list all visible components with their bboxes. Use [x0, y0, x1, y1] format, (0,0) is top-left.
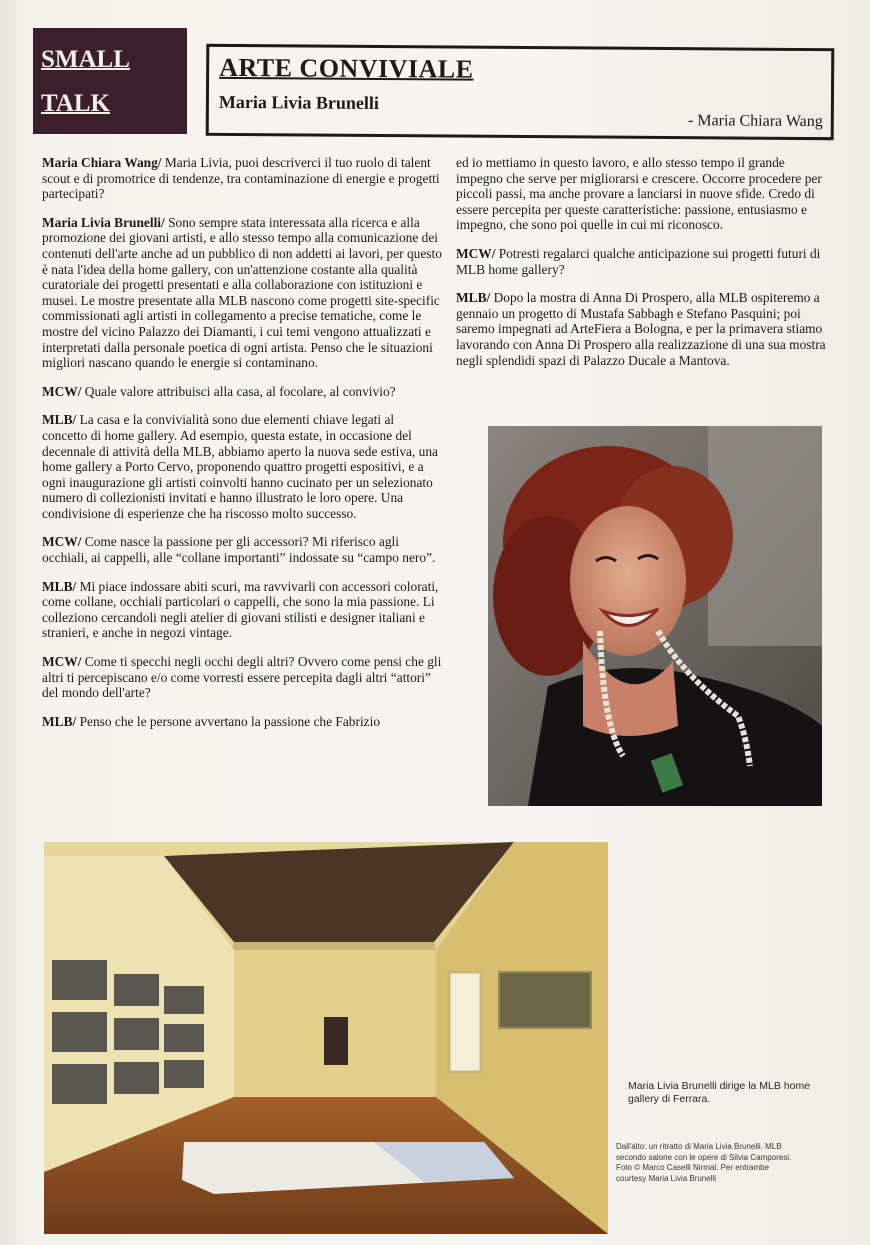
article-subject: Maria Livia Brunelli — [218, 91, 379, 114]
gallery-room-photo — [44, 842, 608, 1234]
interview-paragraph — [456, 290, 828, 368]
speaker-label: Maria Chiara Wang/ — [42, 155, 162, 170]
speaker-label: MCW/ — [42, 654, 82, 670]
interview-paragraph — [42, 215, 442, 371]
paragraph-text: Sono sempre stata interessata alla ricerca e alla promozione dei giovani artisti, e allo stesso tempo alla comunicazione dei contenuti dell'arte anche ad un pubblico di non addetti ai lavori, per questo è nata l'idea della home gallery, con un'attenzione costante alla qualità curatoriale dei progetti presentati e alla collaborazione con istituzioni e musei. Le mostre presentate alla MLB nascono come progetti site-specific commissionati agli artisti in collegamento a precise tematiche, come le mostre del vicino Palazzo dei Diamanti, i cui temi vengono attualizzati e interpretati dalla personale poetica di ogni artista. Penso che le situazioni migliori nascano quando le energie si contaminano. — [42, 214, 442, 371]
paragraph-text: Penso che le persone avvertano la passione che Fabrizio — [76, 713, 381, 729]
kicker-line-2: TALK — [41, 90, 110, 117]
speaker-label: MLB/ — [42, 713, 77, 729]
speaker-label: MLB/ — [42, 412, 77, 428]
paragraph-text: Quale valore attribuisci alla casa, al focolare, al convivio? — [81, 383, 396, 399]
speaker-label: MCW/ — [456, 245, 496, 261]
speaker-label: MCW/ — [42, 534, 82, 550]
interview-paragraph — [42, 654, 442, 701]
interview-paragraph — [456, 246, 828, 277]
interview-paragraph — [42, 384, 442, 400]
paragraph-text: Come ti specchi negli occhi degli altri? Ovvero come pensi che gli altri ti percepiscano e/o come vorresti essere percepita dagli altri “attori” del mondo dell'arte? — [42, 654, 442, 701]
interview-paragraph — [42, 714, 442, 730]
interview-paragraph — [42, 412, 442, 521]
speaker-label: Maria Livia Brunelli/ — [42, 214, 165, 230]
paragraph-text: La casa e la convivialità sono due elementi chiave legati al concetto di home gallery. Ad esempio, questa estate, in occasione del decennale di attività della MLB, abbiamo aperto la nuova sede estiva, una home gallery a Porto Cervo, proponendo quattro progetti espositivi, e a ogni inaugurazione gli artisti coinvolti hanno cucinato per un selezionato numero di collezionisti invitati e hanno illustrato le loro opere. Una condivisione di esperienze che ha riscosso molto successo. — [42, 412, 438, 521]
paragraph-text: Mi piace indossare abiti scuri, ma ravvivarli con accessori colorati, come collane, occhiali particolari o cappelli, che sono la mia passione. Li colleziono cercandoli negli atelier di giovani stilisti e designer italiani e stranieri, e anche in negozi vintage. — [42, 578, 439, 641]
paragraph-text: Come nasce la passione per gli accessori? Mi riferisco agli occhiali, ai cappelli, alle “collane importanti” indossate su “campo nero”. — [42, 534, 436, 566]
paragraph-text: Dopo la mostra di Anna Di Prospero, alla MLB ospiteremo a gennaio un progetto di Mustafa Sabbagh e Stefano Pasquini; poi saremo impegnati ad ArteFiera a Bologna, e per la primavera stiamo lavorando con Anna Di Prospero alla realizzazione di una sua mostra negli splendidi spazi di Palazzo Ducale a Mantova. — [456, 290, 826, 368]
paragraph-text: ed io mettiamo in questo lavoro, e allo stesso tempo il grande impegno che serve per migliorarsi e crescere. Occorre procedere per piccoli passi, ma anche provare a lanciarsi in nuove sfide. Credo di essere percepita per queste caratteristiche: passione, entusiasmo e impegno, che sono poi quelle in cui mi riconosco. — [456, 155, 822, 233]
interview-paragraph — [42, 534, 442, 565]
section-kicker — [33, 28, 187, 134]
left-text-column — [42, 155, 442, 742]
speaker-label: MLB/ — [456, 290, 491, 306]
interview-paragraph — [42, 155, 442, 202]
interview-paragraph — [456, 155, 828, 233]
paragraph-text: Maria Livia, puoi descriverci il tuo ruolo di talent scout e di promotrice di tendenze, tra contaminazione di energie e progetti partecipati? — [42, 155, 440, 202]
photo-caption: Maria Livia Brunelli dirige la MLB home gallery di Ferrara. — [628, 1080, 811, 1105]
interview-paragraph — [42, 579, 442, 641]
kicker-line-1: SMALL — [41, 46, 130, 73]
photo-credit: Dall'alto: un ritratto di Maria Livia Brunelli. MLB secondo salone con le opere di Silvia Camporesi. Foto © Marco Caselli Nirmal. Per entrambe courtesy Maria Livia Brunelli — [616, 1142, 792, 1183]
right-text-column — [456, 155, 828, 381]
speaker-label: MCW/ — [42, 383, 82, 399]
paragraph-text: Potresti regalarci qualche anticipazione sui progetti futuri di MLB home gallery? — [456, 245, 821, 277]
article-title: ARTE CONVIVIALE — [219, 52, 474, 84]
speaker-label: MLB/ — [42, 578, 77, 594]
article-byline: - Maria Chiara Wang — [687, 112, 823, 131]
portrait-photo — [488, 426, 822, 806]
title-box — [206, 44, 835, 140]
